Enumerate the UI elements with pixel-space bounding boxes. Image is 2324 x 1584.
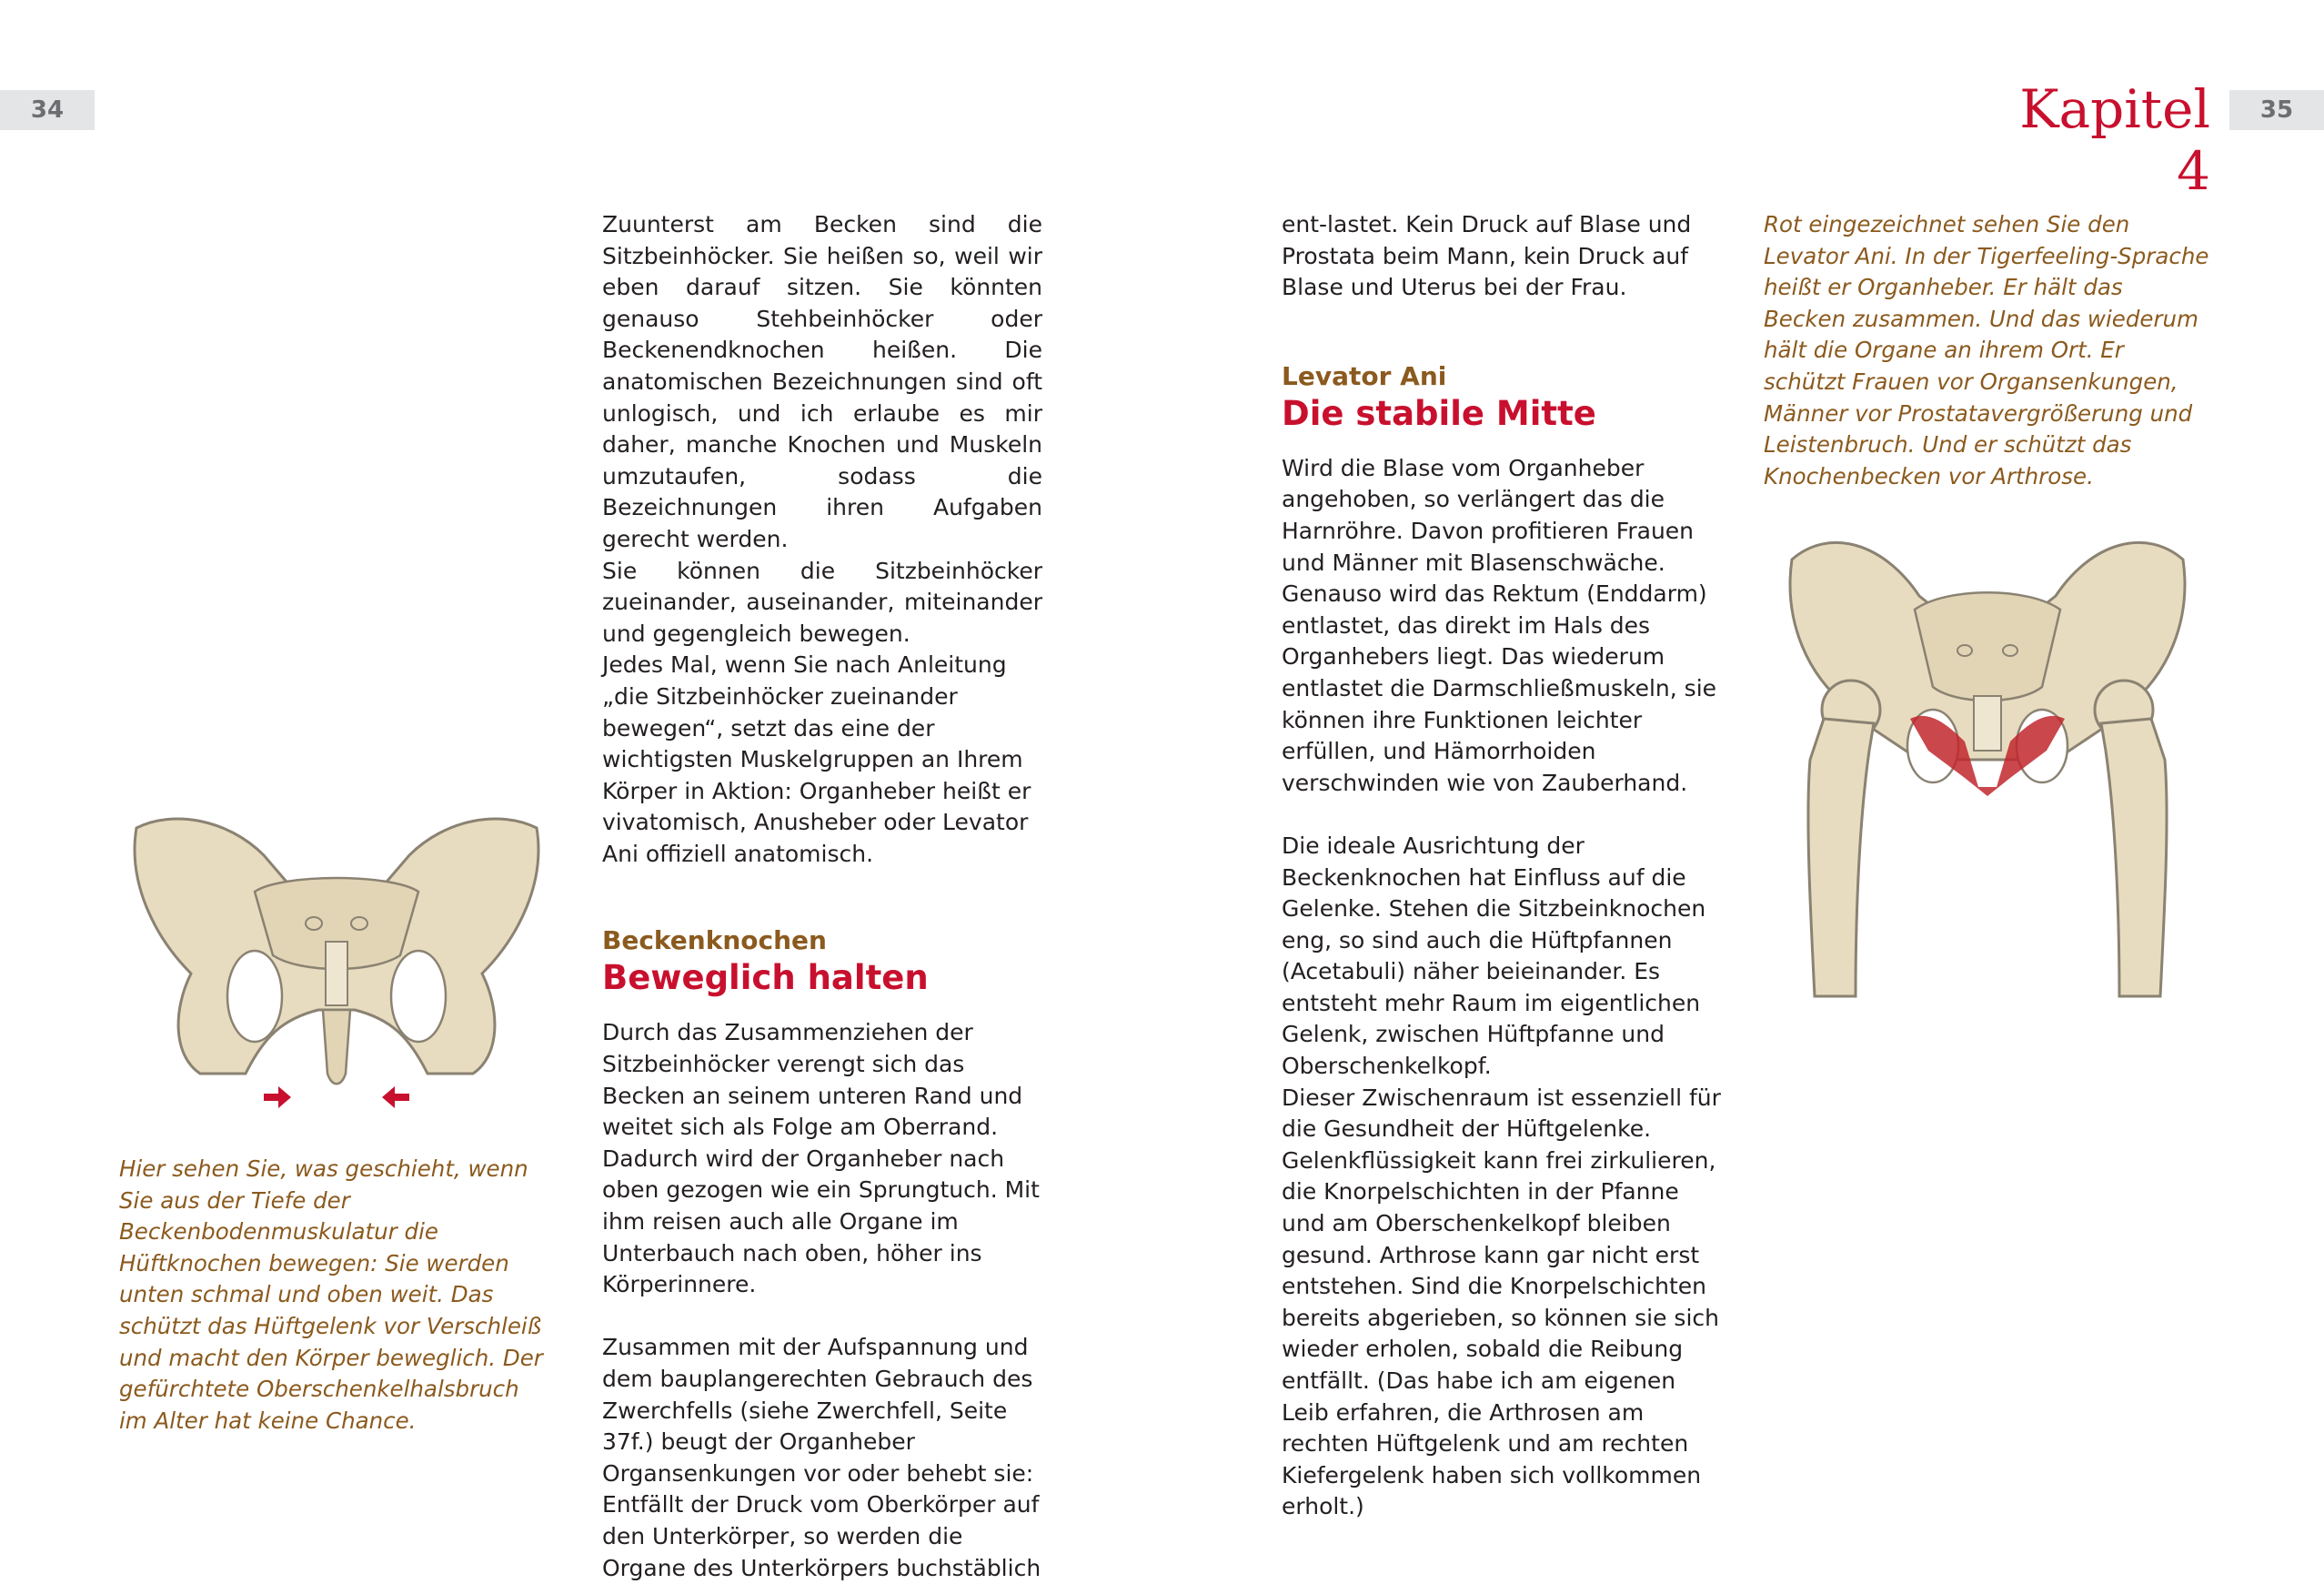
paragraph: Wird die Blase vom Organheber angehoben, so verlängert das die Harnröhre. Davon profitieren Frauen und Männer mit Blasenschwäche. Genauso wird das Rektum (Enddarm) entlastet, das direkt im Hals des Organhebers liegt. Das wiederum entlastet die Darmschließmuskeln, sie können ihre Funktionen leichter erfüllen, und Hämorrhoiden verschwinden wie von Zauberhand. [1282, 454, 1717, 796]
section-kicker: Levator Ani [1282, 360, 1447, 391]
text-column-1 [602, 209, 1042, 1584]
caption-right [1764, 209, 2209, 492]
paragraph: Zuunterst am Becken sind die Sitzbeinhöcker. Sie heißen so, weil wir eben darauf sitzen. Sie könnten genauso Stehbeinhöcker oder Beckenendknochen heißen. Die anatomischen Bezeichnungen sind oft unlogisch, und ich erlaube es mir daher, manche Knochen und Muskeln umzutaufen, sodass die Bezeichnungen ihren Aufgaben gerecht werden. [602, 211, 1042, 552]
section-heading: Die stabile Mitte [1282, 393, 1596, 433]
page-number-right: 35 [2229, 90, 2324, 130]
paragraph: Jedes Mal, wenn Sie nach Anleitung „die Sitzbeinhöcker zueinander bewegen“, setzt das eine der wichtigsten Muskelgruppen an Ihrem Körper in Aktion: Organheber heißt er vivatomisch, Anusheber oder Levator Ani offiziell anatomisch. [602, 651, 1031, 867]
paragraph: Dieser Zwischenraum ist essenziell für die Gesundheit der Hüftgelenke. Gelenkflüssigkeit kann frei zirkulieren, die Knorpelschichten in der Pfanne und am Oberschenkelkopf bleiben gesund. Arthrose kann gar nicht erst entstehen. Sind die Knorpelschichten bereits abgerieben, so können sie sich wieder erholen, sobald die Reibung entfällt. (Das habe ich am eigenen Leib erfahren, die Arthrosen am rechten Hüftgelenk und am rechten Kiefergelenk haben sich vollkommen erholt.) [1282, 1084, 1721, 1520]
caption-left [119, 1154, 547, 1437]
chapter-title: Kapitel 4 [2019, 78, 2210, 202]
arrow-left-icon [382, 1086, 409, 1108]
pelvis-femur-illustration [1783, 523, 2192, 1005]
caption-text: Rot eingezeichnet sehen Sie den Levator Ani. In der Tigerfeeling-Sprache heißt er Organheber. Er hält das Becken zusammen. Und das wiederum hält die Organe an ihrem Ort. Er schützt Frauen vor Organsenkungen, Männer vor Prostatavergrößerung und Leistenbruch. Und er schützt das Knochenbecken vor Arthrose. [1764, 211, 2209, 489]
section-kicker: Beckenknochen [602, 925, 827, 956]
paragraph: ent-lastet. Kein Druck auf Blase und Prostata beim Mann, kein Druck auf Blase und Uterus bei der Frau. [1282, 211, 1692, 301]
arrow-right-icon [264, 1086, 291, 1108]
paragraph: Zusammen mit der Aufspannung und dem bauplangerechten Gebrauch des Zwerchfells (siehe Zwerchfell, Seite 37f.) beugt der Organheber Organsenkungen vor oder behebt sie: Entfällt der Druck vom Oberkörper auf den Unterkörper, so werden die Organe des Unterkörpers buchstäblich [602, 1334, 1041, 1581]
page-number-left: 34 [0, 90, 95, 130]
section-heading: Beweglich halten [602, 958, 929, 998]
pelvis-illustration [118, 801, 555, 1110]
text-column-2 [1282, 209, 1722, 1523]
caption-text: Hier sehen Sie, was geschieht, wenn Sie aus der Tiefe der Beckenbodenmuskulatur die Hüftknochen bewegen: Sie werden unten schmal und oben weit. Das schützt das Hüftgelenk vor Verschleiß und macht den Körper beweglich. Der gefürchtete Oberschenkelhalsbruch im Alter hat keine Chance. [119, 1155, 543, 1434]
paragraph: Sie können die Sitzbeinhöcker zueinander, auseinander, miteinander und gegengleich bewegen. [602, 557, 1042, 647]
paragraph: Die ideale Ausrichtung der Beckenknochen hat Einfluss auf die Gelenke. Stehen die Sitzbeinknochen eng, so sind auch die Hüftpfannen (Acetabuli) näher beieinander. Es entsteht mehr Raum im eigentlichen Gelenk, zwischen Hüftpfanne und Oberschenkelkopf. [1282, 832, 1706, 1080]
paragraph: Durch das Zusammenziehen der Sitzbeinhöcker verengt sich das Becken an seinem unteren Rand und weitet sich als Folge am Oberrand. Dadurch wird der Organheber nach oben gezogen wie ein Sprungtuch. Mit ihm reisen auch alle Organe im Unterbauch nach oben, höher ins Körperinnere. [602, 1019, 1040, 1298]
